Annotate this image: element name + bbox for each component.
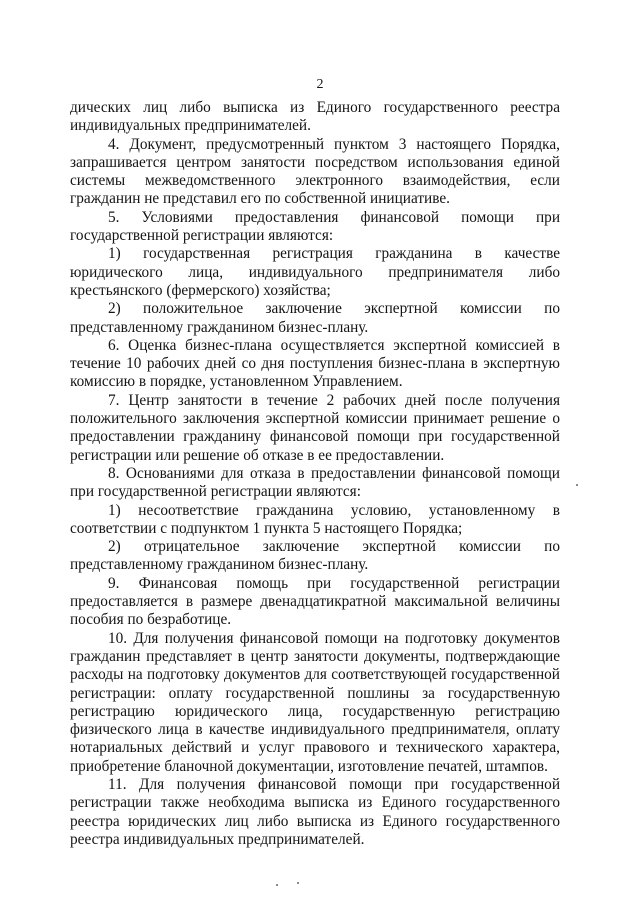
paragraph-item-5-2: 2) положительное заключение экспертной комиссии по представленному гражданином бизнес-плану. <box>70 300 560 336</box>
paragraph-item-5: 5. Условиями предоставления финансовой помощи при государственной регистрации являются: <box>70 208 560 245</box>
page-number: 2 <box>316 77 324 92</box>
scan-speck <box>576 484 578 486</box>
paragraph-item-4: 4. Документ, предусмотренный пунктом 3 настоящего Порядка, запрашивается центром занятости посредством использования единой системы межведомственного электронного взаимодействия, если гражданин не представил его по собственной инициативе. <box>70 135 560 208</box>
paragraph-item-7: 7. Центр занятости в течение 2 рабочих дней после получения положительного заключения экспертной комиссии принимает решение о предоставлении гражданину финансовой помощи при государственной регистрации или решение об отказе в ее предоставлении. <box>70 391 560 464</box>
paragraph-item-10: 10. Для получения финансовой помощи на подготовку документов гражданин представляет в центр занятости документы, подтверждающие расходы на подготовку документов для соответствующей государственной регистрации: оплату государственной пошлины за государственную регистрацию юридического лица, государственную регистрацию физического лица в качестве индивидуального предпринимателя, оплату нотариальных действий и услуг правового и технического характера, приобретение бланочной документации, изготовление печатей, штампов. <box>70 629 560 775</box>
paragraph-item-9: 9. Финансовая помощь при государственной регистрации предоставляется в размере двенадцатикратной максимальной величины пособия по безработице. <box>70 574 560 629</box>
scan-speck <box>276 884 278 886</box>
document-body <box>70 99 560 849</box>
paragraph-item-8: 8. Основаниями для отказа в предоставлении финансовой помощи при государственной регистрации являются: <box>70 464 560 501</box>
paragraph-item-5-1: 1) государственная регистрация гражданина в качестве юридического лица, индивидуального предпринимателя либо крестьянского (фермерского) хозяйства; <box>70 245 560 299</box>
paragraph-continuation: дических лиц либо выписка из Единого государственного реестра индивидуальных предпринимателей. <box>70 99 560 135</box>
scan-speck <box>297 882 299 884</box>
paragraph-item-8-2: 2) отрицательное заключение экспертной комиссии по представленному гражданином бизнес-плану. <box>70 538 560 574</box>
paragraph-item-6: 6. Оценка бизнес-плана осуществляется экспертной комиссией в течение 10 рабочих дней со дня поступления бизнес-плана в экспертную комиссию в порядке, установленном Управлением. <box>70 336 560 391</box>
paragraph-item-8-1: 1) несоответствие гражданина условию, установленному в соответствии с подпунктом 1 пункта 5 настоящего Порядка; <box>70 501 560 537</box>
paragraph-item-11: 11. Для получения финансовой помощи при государственной регистрации также необходима выписка из Единого государственного реестра юридических лиц либо выписка из Единого государственного реестра индивидуальных предпринимателей. <box>70 775 560 848</box>
